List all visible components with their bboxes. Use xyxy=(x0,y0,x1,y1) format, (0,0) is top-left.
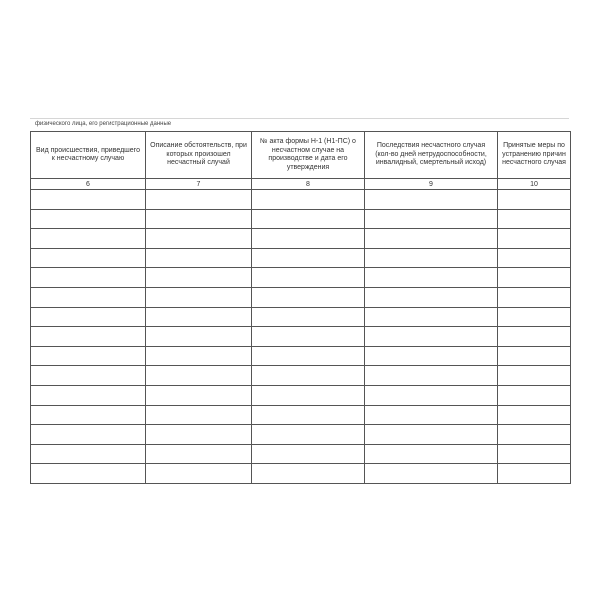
journal-entry-cell[interactable] xyxy=(252,425,365,445)
header-row xyxy=(31,132,571,179)
journal-entry-row xyxy=(31,444,571,464)
journal-entry-cell[interactable] xyxy=(365,268,498,288)
registration-caption: физического лица, его регистрационные данные xyxy=(35,121,172,127)
journal-entry-cell[interactable] xyxy=(31,209,146,229)
journal-entry-cell[interactable] xyxy=(498,444,571,464)
journal-entry-cell[interactable] xyxy=(252,287,365,307)
journal-entry-cell[interactable] xyxy=(252,346,365,366)
journal-entry-cell[interactable] xyxy=(31,464,146,484)
journal-entry-cell[interactable] xyxy=(365,425,498,445)
column-header-circumstances: Описание обстоятельств, при которых произошел несчастный случай xyxy=(146,132,252,179)
column-number: 9 xyxy=(365,179,498,190)
journal-entry-cell[interactable] xyxy=(498,405,571,425)
journal-entry-cell[interactable] xyxy=(252,268,365,288)
journal-entry-row xyxy=(31,425,571,445)
journal-entry-cell[interactable] xyxy=(146,229,252,249)
journal-entry-cell[interactable] xyxy=(252,405,365,425)
journal-entry-row xyxy=(31,405,571,425)
column-header-incident-type: Вид происшествия, приведшего к несчастному случаю xyxy=(31,132,146,179)
journal-entry-cell[interactable] xyxy=(365,385,498,405)
journal-entry-cell[interactable] xyxy=(146,209,252,229)
journal-entry-cell[interactable] xyxy=(146,366,252,386)
journal-body xyxy=(31,179,571,484)
journal-entry-cell[interactable] xyxy=(365,464,498,484)
column-header-measures: Принятые меры по устранению причин несчастного случая xyxy=(498,132,571,179)
journal-entry-cell[interactable] xyxy=(146,307,252,327)
journal-entry-row xyxy=(31,366,571,386)
journal-entry-row xyxy=(31,464,571,484)
journal-entry-cell[interactable] xyxy=(31,307,146,327)
journal-entry-cell[interactable] xyxy=(365,190,498,210)
journal-entry-cell[interactable] xyxy=(31,366,146,386)
journal-entry-cell[interactable] xyxy=(365,346,498,366)
journal-entry-cell[interactable] xyxy=(146,464,252,484)
journal-entry-cell[interactable] xyxy=(146,425,252,445)
column-number-row xyxy=(31,179,571,190)
journal-entry-cell[interactable] xyxy=(146,405,252,425)
journal-entry-cell[interactable] xyxy=(498,385,571,405)
journal-entry-row xyxy=(31,327,571,347)
journal-entry-row xyxy=(31,248,571,268)
journal-entry-cell[interactable] xyxy=(31,385,146,405)
journal-entry-cell[interactable] xyxy=(31,346,146,366)
journal-entry-cell[interactable] xyxy=(146,190,252,210)
journal-entry-cell[interactable] xyxy=(146,385,252,405)
journal-entry-cell[interactable] xyxy=(498,366,571,386)
journal-entry-cell[interactable] xyxy=(365,248,498,268)
journal-entry-cell[interactable] xyxy=(365,229,498,249)
journal-entry-cell[interactable] xyxy=(252,307,365,327)
caption-divider xyxy=(30,118,569,119)
journal-entry-cell[interactable] xyxy=(498,307,571,327)
column-number: 7 xyxy=(146,179,252,190)
column-header-consequences: Последствия несчастного случая (кол-во дней нетрудоспособности, инвалидный, смертельный исход) xyxy=(365,132,498,179)
journal-entry-cell[interactable] xyxy=(252,209,365,229)
journal-entry-row xyxy=(31,346,571,366)
journal-entry-cell[interactable] xyxy=(365,444,498,464)
journal-entry-cell[interactable] xyxy=(365,307,498,327)
journal-entry-cell[interactable] xyxy=(498,190,571,210)
journal-entry-row xyxy=(31,385,571,405)
journal-entry-cell[interactable] xyxy=(498,229,571,249)
journal-entry-cell[interactable] xyxy=(498,464,571,484)
journal-entry-cell[interactable] xyxy=(31,327,146,347)
journal-entry-cell[interactable] xyxy=(365,287,498,307)
journal-entry-cell[interactable] xyxy=(365,209,498,229)
journal-entry-cell[interactable] xyxy=(365,366,498,386)
journal-entry-cell[interactable] xyxy=(252,366,365,386)
accident-journal-table xyxy=(30,131,571,484)
journal-entry-cell[interactable] xyxy=(31,229,146,249)
journal-entry-cell[interactable] xyxy=(365,327,498,347)
journal-entry-cell[interactable] xyxy=(31,444,146,464)
journal-entry-cell[interactable] xyxy=(252,327,365,347)
journal-entry-cell[interactable] xyxy=(252,190,365,210)
journal-entry-cell[interactable] xyxy=(252,248,365,268)
journal-entry-row xyxy=(31,307,571,327)
journal-entry-cell[interactable] xyxy=(498,248,571,268)
journal-entry-cell[interactable] xyxy=(31,425,146,445)
journal-entry-row xyxy=(31,229,571,249)
journal-entry-cell[interactable] xyxy=(146,268,252,288)
journal-entry-cell[interactable] xyxy=(252,464,365,484)
column-header-act-number: № акта формы Н-1 (Н1-ПС) о несчастном случае на производстве и дата его утверждения xyxy=(252,132,365,179)
journal-entry-cell[interactable] xyxy=(146,444,252,464)
journal-entry-cell[interactable] xyxy=(498,287,571,307)
column-number: 8 xyxy=(252,179,365,190)
journal-entry-cell[interactable] xyxy=(146,248,252,268)
journal-entry-cell[interactable] xyxy=(252,444,365,464)
journal-entry-cell[interactable] xyxy=(365,405,498,425)
journal-entry-cell[interactable] xyxy=(146,327,252,347)
journal-entry-cell[interactable] xyxy=(498,346,571,366)
journal-entry-cell[interactable] xyxy=(31,405,146,425)
journal-entry-cell[interactable] xyxy=(31,268,146,288)
journal-entry-row xyxy=(31,190,571,210)
journal-entry-cell[interactable] xyxy=(498,268,571,288)
journal-entry-cell[interactable] xyxy=(252,385,365,405)
journal-entry-cell[interactable] xyxy=(498,209,571,229)
journal-entry-row xyxy=(31,287,571,307)
journal-entry-cell[interactable] xyxy=(146,287,252,307)
journal-entry-cell[interactable] xyxy=(31,287,146,307)
journal-entry-row xyxy=(31,268,571,288)
journal-entry-cell[interactable] xyxy=(498,425,571,445)
journal-entry-cell[interactable] xyxy=(498,327,571,347)
journal-entry-cell[interactable] xyxy=(146,346,252,366)
journal-entry-cell[interactable] xyxy=(31,190,146,210)
journal-entry-row xyxy=(31,209,571,229)
journal-entry-cell[interactable] xyxy=(31,248,146,268)
journal-entry-cell[interactable] xyxy=(252,229,365,249)
column-number: 6 xyxy=(31,179,146,190)
column-number: 10 xyxy=(498,179,571,190)
